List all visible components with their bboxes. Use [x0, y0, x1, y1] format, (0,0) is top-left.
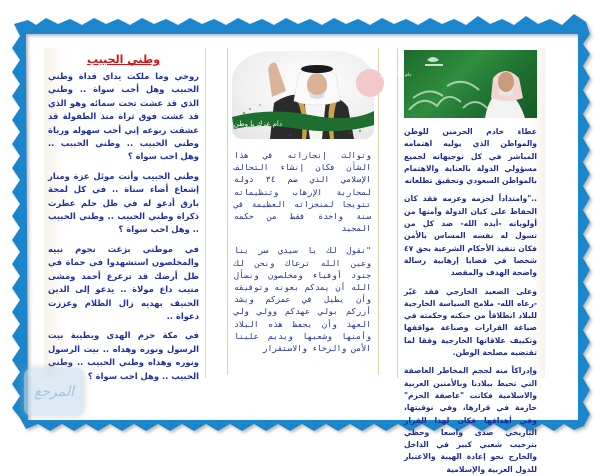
poem-stanza: وطني الحبيب وأنت موئل عزة ومنار إشعاع أضاء سناة .. في كل لمحة بارق أدعو له في ظل حلم عطرت ذكراة وطني الحبيب .. وطني الحبيب .. وهل احب سواة ؟ [48, 170, 199, 235]
middle-article [228, 139, 378, 354]
right-column [379, 48, 545, 474]
middle-column [227, 48, 379, 375]
article-paragraph: وإدراكاً منه لحجم المخاطر العاصفة التي تحيط ببلادنا وبالأمتين العربية والاسلامية فكانت "عاصفة الحزم" حازمة في قرارها، وفي توقيتها، وفي أهدافها فكان لهذا القرار التاريخي صدى واسعا وحظي بترحيب شعبي كبير في الداخل والخارج نحو إعادة الهيبة والاعتبار للدول العربية والإسلامية [404, 366, 537, 474]
article-paragraph: وعلى الصعيد الخارجي فقد غيّر -رعاه الله- ملامح السياسة الخارجية للبلاد انطلاقاً من حنكته وحكمته في صياغة القرارات وصناعة مواقفها وتكييف علاقاتها الخارجية وفقا لما تقتضيه مصلحة الوطن. [404, 286, 537, 358]
king-flag-image [379, 50, 537, 118]
poem-stanza: روحي وما ملكت يداي فداة وطني الحبيب وهل أحب سواة .. وطني الذي قد عشت تحت سمائه وهو الذي قد عشت فوق ثراة منذ الطفولة قد عشقت ربوعه إني أحب سهوله ورباة وطني الحبيب .. وطني الحبيب .. وهل احب سواة ؟ [48, 71, 199, 162]
poem-stanza: في مكة حرم الهدى وبطيبة بيت الرسول ونوره وهداه .. بيت الرسول ونوره وهداه وطني الحبيب .. وطني الحبيب .. وهل احب سواة ؟ [48, 330, 199, 381]
svg-text:دام عزك يا وطن: دام عزك يا وطن [233, 120, 282, 128]
svg-text:دام عزك يا وطن: دام عزك يا وطن [379, 73, 411, 78]
article-paragraph: وتوالت إنجازاته في هذا الشأن فكان إنشاء التحالف الإسلامي الذي ضم ٣٤ دولة لمحاربة الإرهاب وتنظيماته تتويجا لمنجزاته العظيمة في سنة واحدة فقط من حكمه المجيد [234, 150, 371, 234]
king-waving-illustration-icon [230, 51, 374, 139]
poem-stanza: في موطني بزغت نجوم نبيه والمخلصون استشهدوا في حماة في ظل أرضك قد ترعرع أحمد ومشى منيب داع مولاة .. يدعو إلى الدين الحنيف بهديه زال الظلام وعززت دعواة .. [48, 243, 199, 321]
article-paragraph: .."وامتداداً لحزمه وعزمه فقد كان الحفاظ على كيان الدولة وأمنها من أولوياته -أيده الله- ضد كل من تسول له نفسه المساس بالأمن فكان تنفيذ الأحكام الشرعية بحق ٤٧ شخصا في قضايا إرهابية رسالة واضحة الهدف والمقصد [404, 194, 537, 278]
right-article [398, 118, 545, 476]
poem-title: وطني الحبيب [86, 53, 161, 66]
poem-column [44, 48, 206, 381]
king-waving-image [232, 51, 374, 139]
saudi-flag-king-illustration-icon [379, 50, 537, 118]
article-paragraph: عطاء خادم الحرمين للوطن والمواطن الذي يوليه اهتمامه المباشر في كل توجيهاته لجميع مسؤولي الدولة بالعناية والاهتمام بالمواطن السعودي وتحقيق تطلعاته [404, 127, 537, 186]
site-watermark-logo [24, 368, 84, 416]
article-paragraph: "نقول لك يا سيدي سر بنا وعين الله ترعاك ونحن لك جنود أوفياء ومخلصون ونسأل الله أن يمدكم بعونه وتوفيقه وأن يطيل في عمركم ويشد أزركم بولي عهدكم وولي ولي العهد وأن يحفظ هذه البلاد وأمنها وشعبها ويديم علينا الأمن والرخاء والاستقرار [234, 245, 371, 354]
watermark-text: المرجع [33, 384, 75, 400]
